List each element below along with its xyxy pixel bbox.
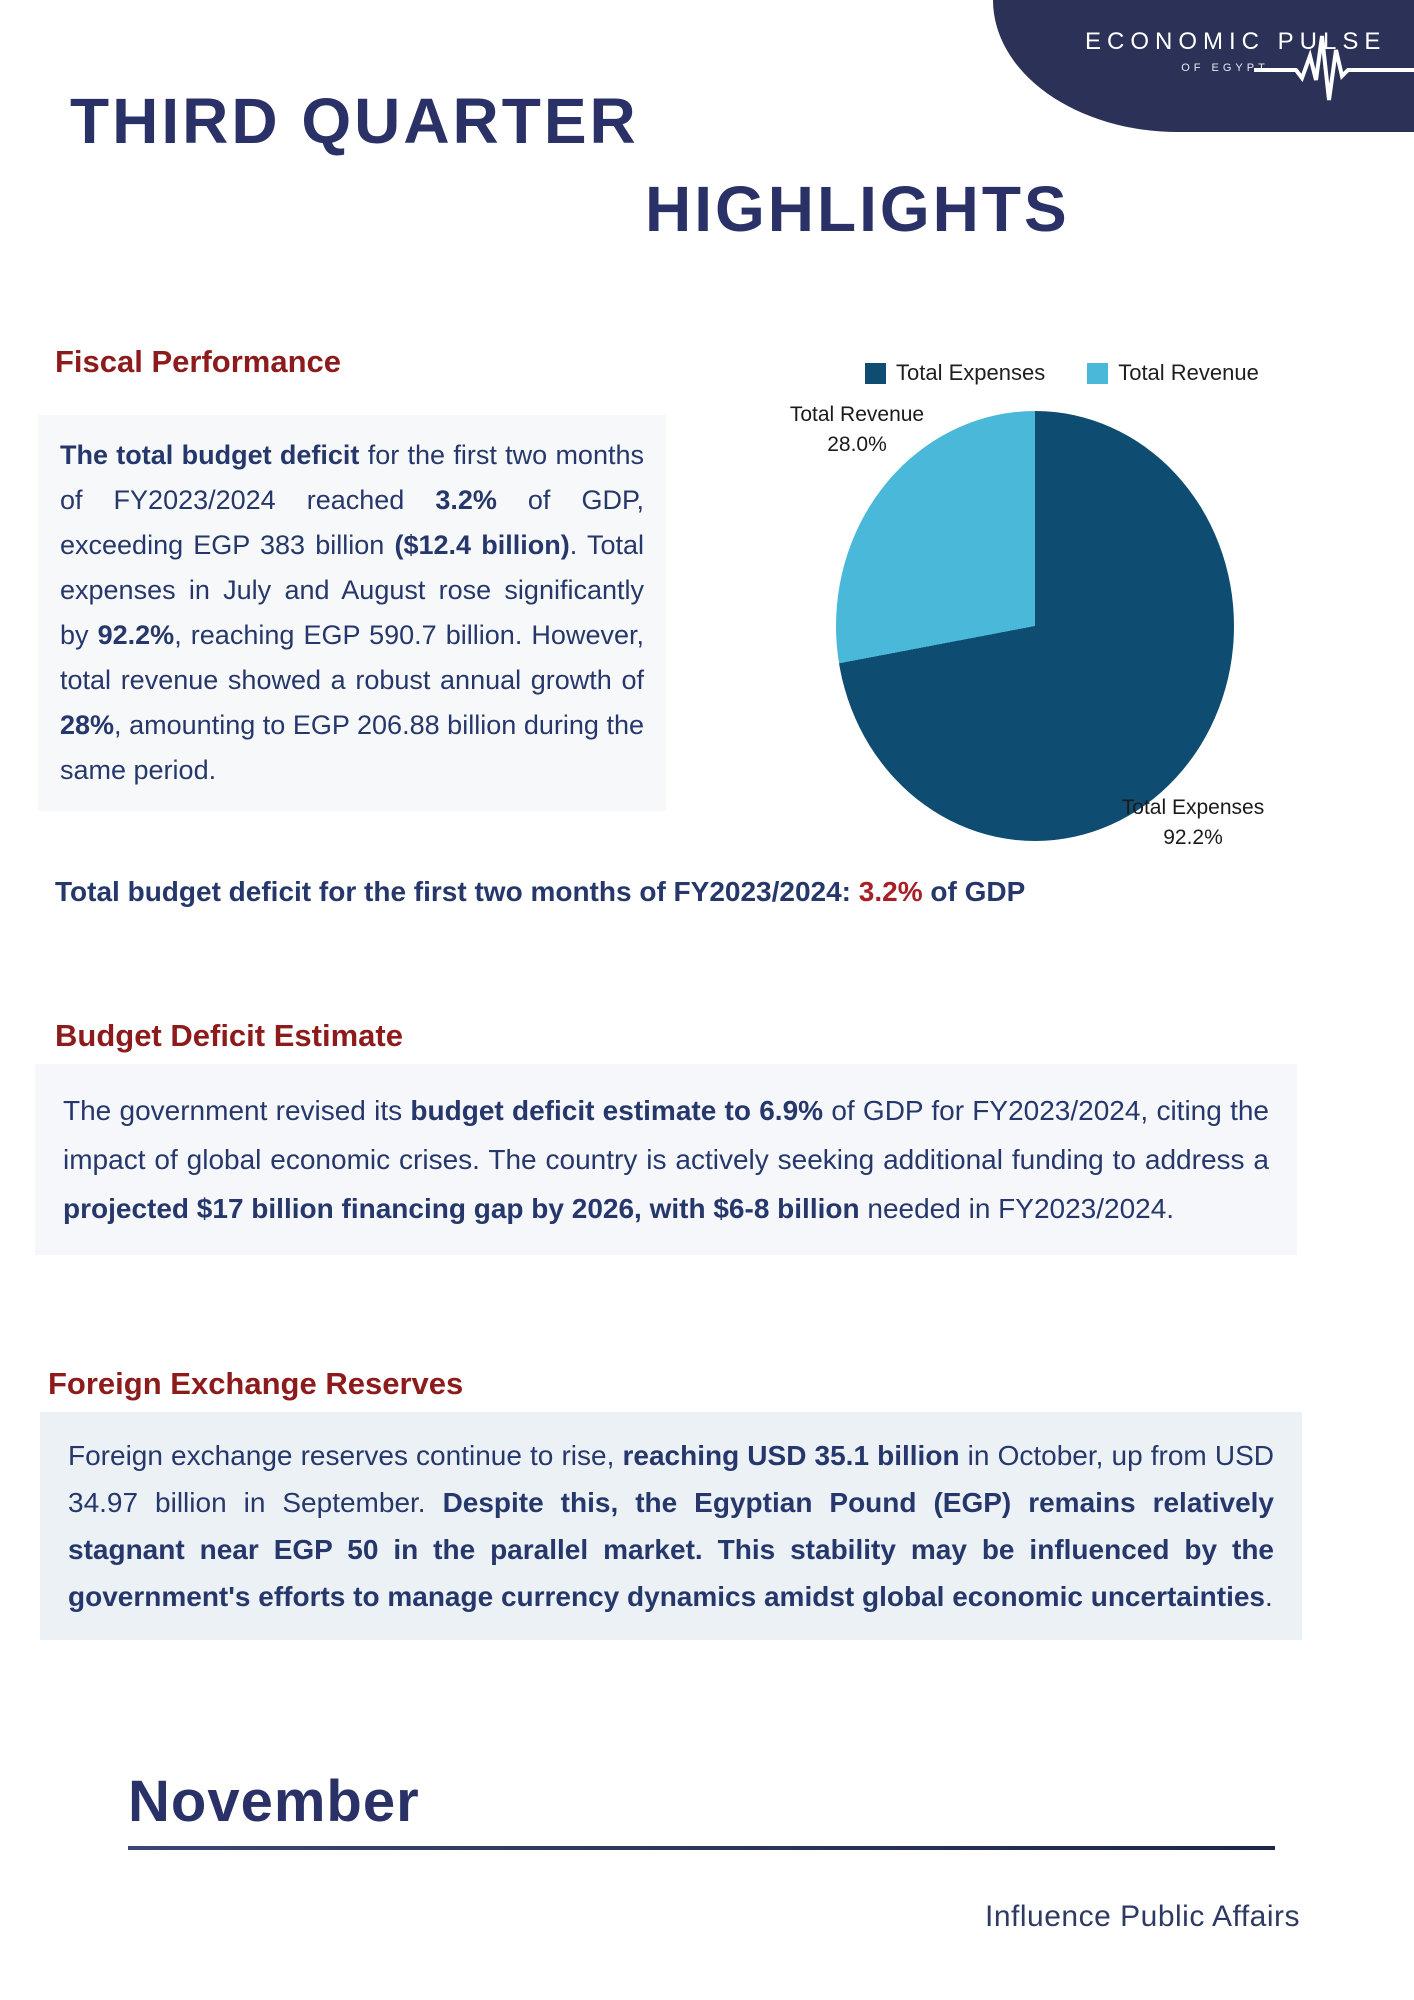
text-run: of GDP, exceeding EGP 383 billion: [60, 485, 644, 560]
fiscal-paragraph: [38, 415, 666, 811]
text-run: 3.2%: [858, 876, 923, 907]
legend-label: Total Expenses: [896, 360, 1046, 385]
text-run: of GDP: [922, 876, 1026, 907]
text-run: .: [1265, 1581, 1273, 1612]
text-run: The total budget deficit: [60, 440, 360, 470]
text-run: reaching USD 35.1 billion: [622, 1440, 960, 1471]
brand-tagline: OF EGYPT: [1181, 62, 1269, 74]
pie-label-total-revenue: [772, 400, 942, 460]
text-run: . Total expenses in July and August rose significantly by: [60, 530, 644, 650]
brand-badge: [993, 0, 1414, 132]
legend-swatch-expenses: [865, 363, 886, 384]
text-run: 92.2%: [97, 620, 175, 650]
text-run: of GDP for FY2023/2024, citing the impact of global economic crises. The country is actively seeking additional funding to address a: [63, 1095, 1269, 1175]
text-run: Foreign exchange reserves continue to rise,: [68, 1440, 623, 1471]
pie-label-total-expenses: [1098, 793, 1288, 853]
text-run: needed in FY2023/2024.: [859, 1193, 1175, 1224]
text-run: for the first two months of FY2023/2024 reached: [60, 440, 644, 515]
text-run: The government revised its: [63, 1095, 411, 1126]
text-run: , amounting to EGP 206.88 billion during the same period.: [60, 710, 644, 785]
month-label: November: [128, 1769, 420, 1834]
section-heading-fiscal-performance: Fiscal Performance: [55, 344, 342, 379]
text-run: 3.2%: [435, 485, 497, 515]
legend-item-total-expenses: [865, 360, 1045, 386]
text-run: projected $17 billion financing gap by 2026, with $6-8 billion: [63, 1193, 860, 1224]
pie-label-pct: 28.0%: [827, 433, 887, 456]
brand-name: ECONOMIC PULSE: [1085, 28, 1387, 55]
pie-chart: [836, 411, 1234, 841]
text-run: Despite this, the Egyptian Pound (EGP) remains relatively stagnant near EGP 50 in the parallel market. This stability may be influenced by the government's efforts to manage currency dynamics amidst global economic uncertainties: [68, 1487, 1274, 1612]
text-run: in October, up from USD 34.97 billion in September.: [68, 1440, 1274, 1518]
page-title-line1: THIRD QUARTER: [70, 85, 639, 157]
legend-swatch-revenue: [1087, 363, 1108, 384]
legend-label: Total Revenue: [1118, 360, 1259, 385]
legend-item-total-revenue: [1087, 360, 1259, 386]
text-run: Total budget deficit for the first two months of FY2023/2024:: [55, 876, 859, 907]
pie-label-name: Total Expenses: [1121, 796, 1265, 819]
section-heading-foreign-exchange: Foreign Exchange Reserves: [48, 1366, 464, 1401]
text-run: budget deficit estimate to 6.9%: [410, 1095, 824, 1126]
section-heading-budget-deficit: Budget Deficit Estimate: [55, 1018, 403, 1053]
page-title-line2: HIGHLIGHTS: [645, 173, 1070, 245]
text-run: , reaching EGP 590.7 billion. However, total revenue showed a robust annual growth of: [60, 620, 644, 695]
text-run: 28%: [60, 710, 115, 740]
month-underline: [128, 1846, 1275, 1850]
fx-paragraph: [40, 1412, 1302, 1640]
pie-chart-legend: [865, 360, 1259, 386]
pulse-heartbeat-icon: [1244, 28, 1414, 108]
pie-label-name: Total Revenue: [789, 403, 925, 426]
credit-label: Influence Public Affairs: [985, 1900, 1300, 1933]
pie-label-pct: 92.2%: [1163, 826, 1223, 849]
budget-paragraph: [35, 1064, 1297, 1255]
text-run: ($12.4 billion): [394, 530, 570, 560]
fiscal-highlight-line: [55, 876, 1335, 908]
